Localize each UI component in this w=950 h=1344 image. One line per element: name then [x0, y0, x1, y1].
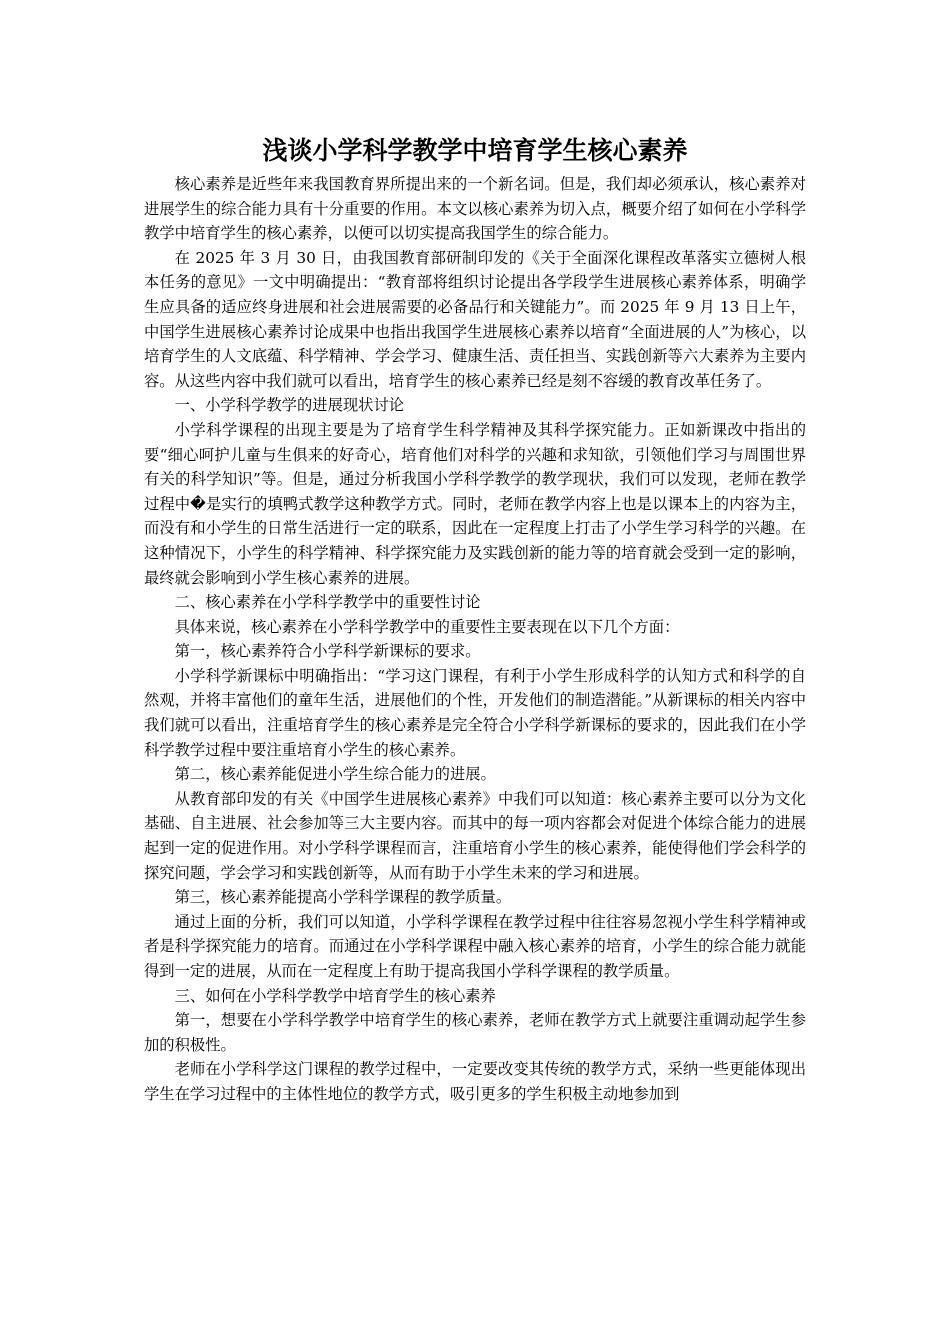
paragraph-teaching-method: 老师在小学科学这门课程的教学过程中，一定要改变其传统的教学方式，采纳一些更能体现出学生在学习过程中的主体性地位的教学方式，吸引更多的学生积极主动地参加到: [144, 1060, 806, 1103]
point-heading-method-1: 第一，想要在小学科学教学中培育学生的核心素养，老师在教学方式上就要注重调动起学生参加的积极性。: [144, 1011, 806, 1054]
document-body: [144, 172, 806, 1107]
paragraph-current-status: 小学科学课程的出现主要是为了培育学生科学精神及其科学探究能力。正如新课改中指出的要“细心呵护儿童与生俱来的好奇心，培育他们对科学的兴趣和求知欲，引领他们学习与周围世界有关的科学知识”等。但是，通过分析我国小学科学教学的教学现状，我们可以发现，老师在教学过程中�是实行的填鸭式教学这种教学方式。同时，老师在教学内容上也是以课本上的内容为主，而没有和小学生的日常生活进行一定的联系，因此在一定程度上打击了小学生学习科学的兴趣。在这种情况下，小学生的科学精神、科学探究能力及实践创新的能力等的培育就会受到一定的影响，最终就会影响到小学生核心素养的进展。: [144, 420, 806, 587]
paragraph-teaching-quality: 通过上面的分析，我们可以知道，小学科学课程在教学过程中往往容易忽视小学生科学精神或者是科学探究能力的培育。而通过在小学科学课程中融入核心素养的培育，小学生的综合能力就能得到一定的进展，从而在一定程度上有助于提高我国小学科学课程的教学质量。: [144, 912, 806, 980]
paragraph-background: 在 2025 年 3 月 30 日，由我国教育部研制印发的《关于全面深化课程改革落实立德树人根本任务的意见》一文中明确提出：“教育部将组织讨论提出各学段学生进展核心素养体系，明确学生应具备的适应终身进展和社会进展需要的必备品行和关键能力”。而 2025 年 9 月 13 日上午，中国学生进展核心素养讨论成果中也指出我国学生进展核心素养以培育“全面进展的人”为核心，以培育学生的人文底蕴、科学精神、学会学习、健康生活、责任担当、实践创新等六大素养为主要内容。从这些内容中我们就可以看出，培育学生的核心素养已经是刻不容缓的教育改革任务了。: [144, 248, 806, 390]
section-heading-2: 二、核心素养在小学科学教学中的重要性讨论: [174, 593, 481, 612]
section-heading-1: 一、小学科学教学的进展现状讨论: [174, 396, 405, 415]
paragraph-curriculum-standard: 小学科学新课标中明确指出：“学习这门课程，有利于小学生形成科学的认知方式和科学的自然观，并将丰富他们的童年生活，进展他们的个性，开发他们的制造潜能。”从新课标的相关内容中我们就可以看出，注重培育学生的核心素养是完全符合小学科学新课标的要求的，因此我们在小学科学教学过程中要注重培育小学生的核心素养。: [144, 666, 806, 759]
section-heading-3: 三、如何在小学科学教学中培育学生的核心素养: [174, 986, 496, 1005]
paragraph-intro: 核心素养是近些年来我国教育界所提出来的一个新名词。但是，我们却必须承认，核心素养对进展学生的综合能力具有十分重要的作用。本文以核心素养为切入点，概要介绍了如何在小学科学教学中培育学生的核心素养，以便可以切实提高我国学生的综合能力。: [144, 175, 806, 243]
point-heading-2: 第二，核心素养能促进小学生综合能力的进展。: [174, 765, 496, 784]
point-heading-1: 第一，核心素养符合小学科学新课标的要求。: [174, 642, 481, 661]
document-title: 浅谈小学科学教学中培育学生核心素养: [262, 136, 688, 165]
paragraph-comprehensive-ability: 从教育部印发的有关《中国学生进展核心素养》中我们可以知道：核心素养主要可以分为文化基础、自主进展、社会参加等三大主要内容。而其中的每一项内容都会对促进个体综合能力的进展起到一定的促进作用。对小学科学课程而言，注重培育小学生的核心素养，能使得他们学会科学的探究问题，学会学习和实践创新等，从而有助于小学生未来的学习和进展。: [144, 789, 806, 882]
paragraph-importance-intro: 具体来说，核心素养在小学科学教学中的重要性主要表现在以下几个方面：: [174, 617, 680, 636]
point-heading-3: 第三，核心素养能提高小学科学课程的教学质量。: [174, 888, 512, 907]
